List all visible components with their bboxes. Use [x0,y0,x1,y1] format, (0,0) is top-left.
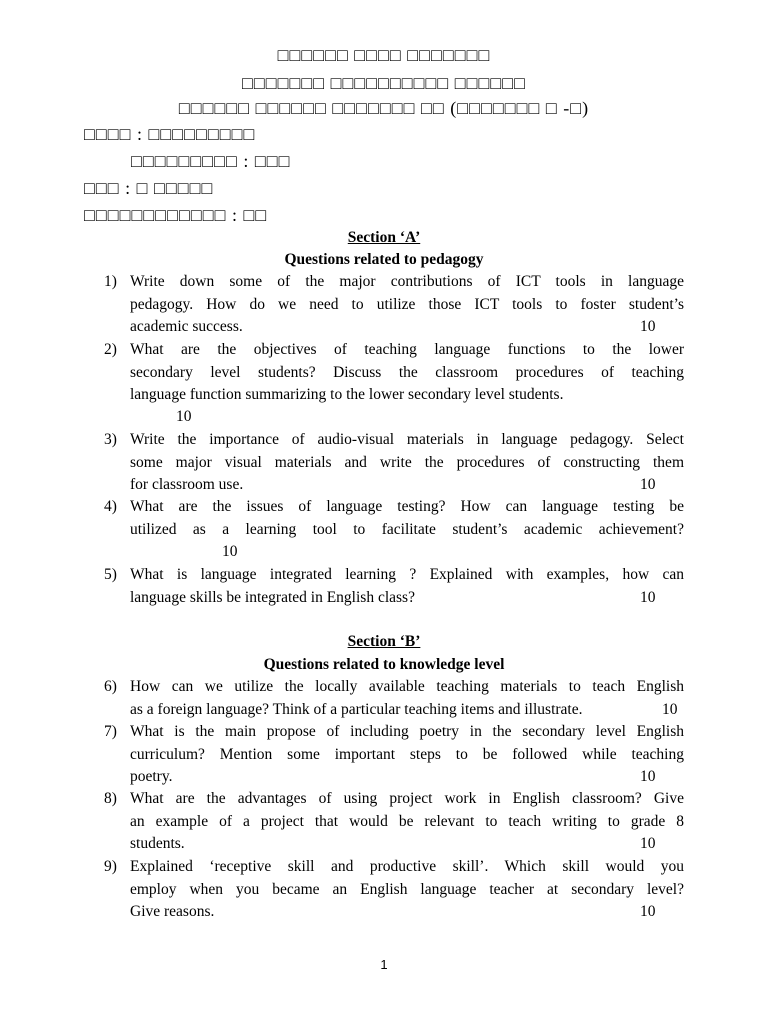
question-text-line: Write the importance of audio-visual materials in language pedagogy. Select [130,431,684,448]
header-line-3: □□□□□□ □□□□□□ □□□□□□□ □□ (□□□□□□□ □ -□) [178,98,590,118]
question-number: 9) [104,858,117,875]
section-b-title: Section ‘B’ [347,633,421,650]
question-text-line: Write down some of the major contributions of ICT tools in language [130,273,684,290]
question-8 [104,788,684,856]
question-text-line: secondary level students? Discuss the classroom procedures of teaching [130,363,684,381]
question-text-line: Explained ‘receptive skill and productive skill’. Which skill would you [130,858,684,875]
question-text-line: What are the advantages of using project work in English classroom? Give [130,790,684,807]
question-1 [104,271,684,339]
question-number: 8) [104,790,117,807]
question-4 [104,496,684,560]
section-b-subtitle: Questions related to knowledge level [263,656,505,673]
meta-subject: □□□□ : □□□□□□□□□ [84,124,256,144]
question-5 [104,564,684,609]
question-marks: 10 [640,835,656,852]
question-marks: 10 [222,543,238,560]
question-text-line: an example of a project that would be relevant to teach writing to grade 8 [130,812,684,830]
header-line-1: □□□□□□ □□□□ □□□□□□□ [277,45,491,65]
question-marks: 10 [662,701,678,718]
question-text-line: for classroom use. [130,476,244,493]
question-text-line: language skills be integrated in English class? [130,588,415,606]
question-3 [104,429,684,497]
question-text-line: utilized as a learning tool to facilitate student’s academic achievement? [130,520,684,538]
question-text-line: How can we utilize the locally available teaching materials to teach English [130,678,684,695]
meta-full-marks: □□□□□□□□□□□□ : □□ [84,205,268,225]
question-text-line: curriculum? Mention some important steps to be followed while teaching [130,745,684,763]
question-marks: 10 [176,408,192,425]
question-number: 1) [104,273,117,290]
question-7 [104,721,684,789]
question-2 [104,339,684,425]
meta-code: □□□□□□□□□ : □□□ [131,151,291,171]
header-line-2: □□□□□□□ □□□□□□□□□□ □□□□□□ [241,73,527,93]
question-number: 3) [104,431,117,448]
page-number: 1 [380,957,388,972]
question-text-line: What are the issues of language testing? How can language testing be [130,498,684,515]
question-marks: 10 [640,903,656,920]
question-text-line: language function summarizing to the lower secondary level students. [130,386,564,403]
question-text-line: pedagogy. How do we need to utilize those ICT tools to foster student’s [130,295,684,313]
question-text-line: students. [130,835,185,852]
question-text-line: What are the objectives of teaching language functions to the lower [130,341,684,358]
question-text-line: poetry. [130,768,173,785]
question-6 [104,676,684,721]
meta-time: □□□ : □ □□□□□ [84,178,214,198]
question-text-line: employ when you became an English language teacher at secondary level? [130,880,684,898]
question-number: 4) [104,498,117,515]
question-text-line: What is the main propose of including poetry in the secondary level English [130,723,684,740]
question-number: 5) [104,566,117,583]
question-marks: 10 [640,318,656,335]
section-a-subtitle: Questions related to pedagogy [284,251,484,268]
question-text-line: some major visual materials and write the procedures of constructing them [130,453,684,471]
question-marks: 10 [640,589,656,606]
question-number: 6) [104,678,117,695]
question-9 [104,856,684,924]
question-marks: 10 [640,476,656,493]
question-text-line: academic success. [130,318,243,335]
question-number: 2) [104,341,117,358]
question-text-line: What is language integrated learning ? Explained with examples, how can [130,566,684,583]
section-a-title: Section ‘A’ [347,229,421,246]
question-number: 7) [104,723,117,740]
question-text-line: as a foreign language? Think of a particular teaching items and illustrate. [130,700,583,718]
question-marks: 10 [640,768,656,785]
question-text-line: Give reasons. [130,903,215,920]
